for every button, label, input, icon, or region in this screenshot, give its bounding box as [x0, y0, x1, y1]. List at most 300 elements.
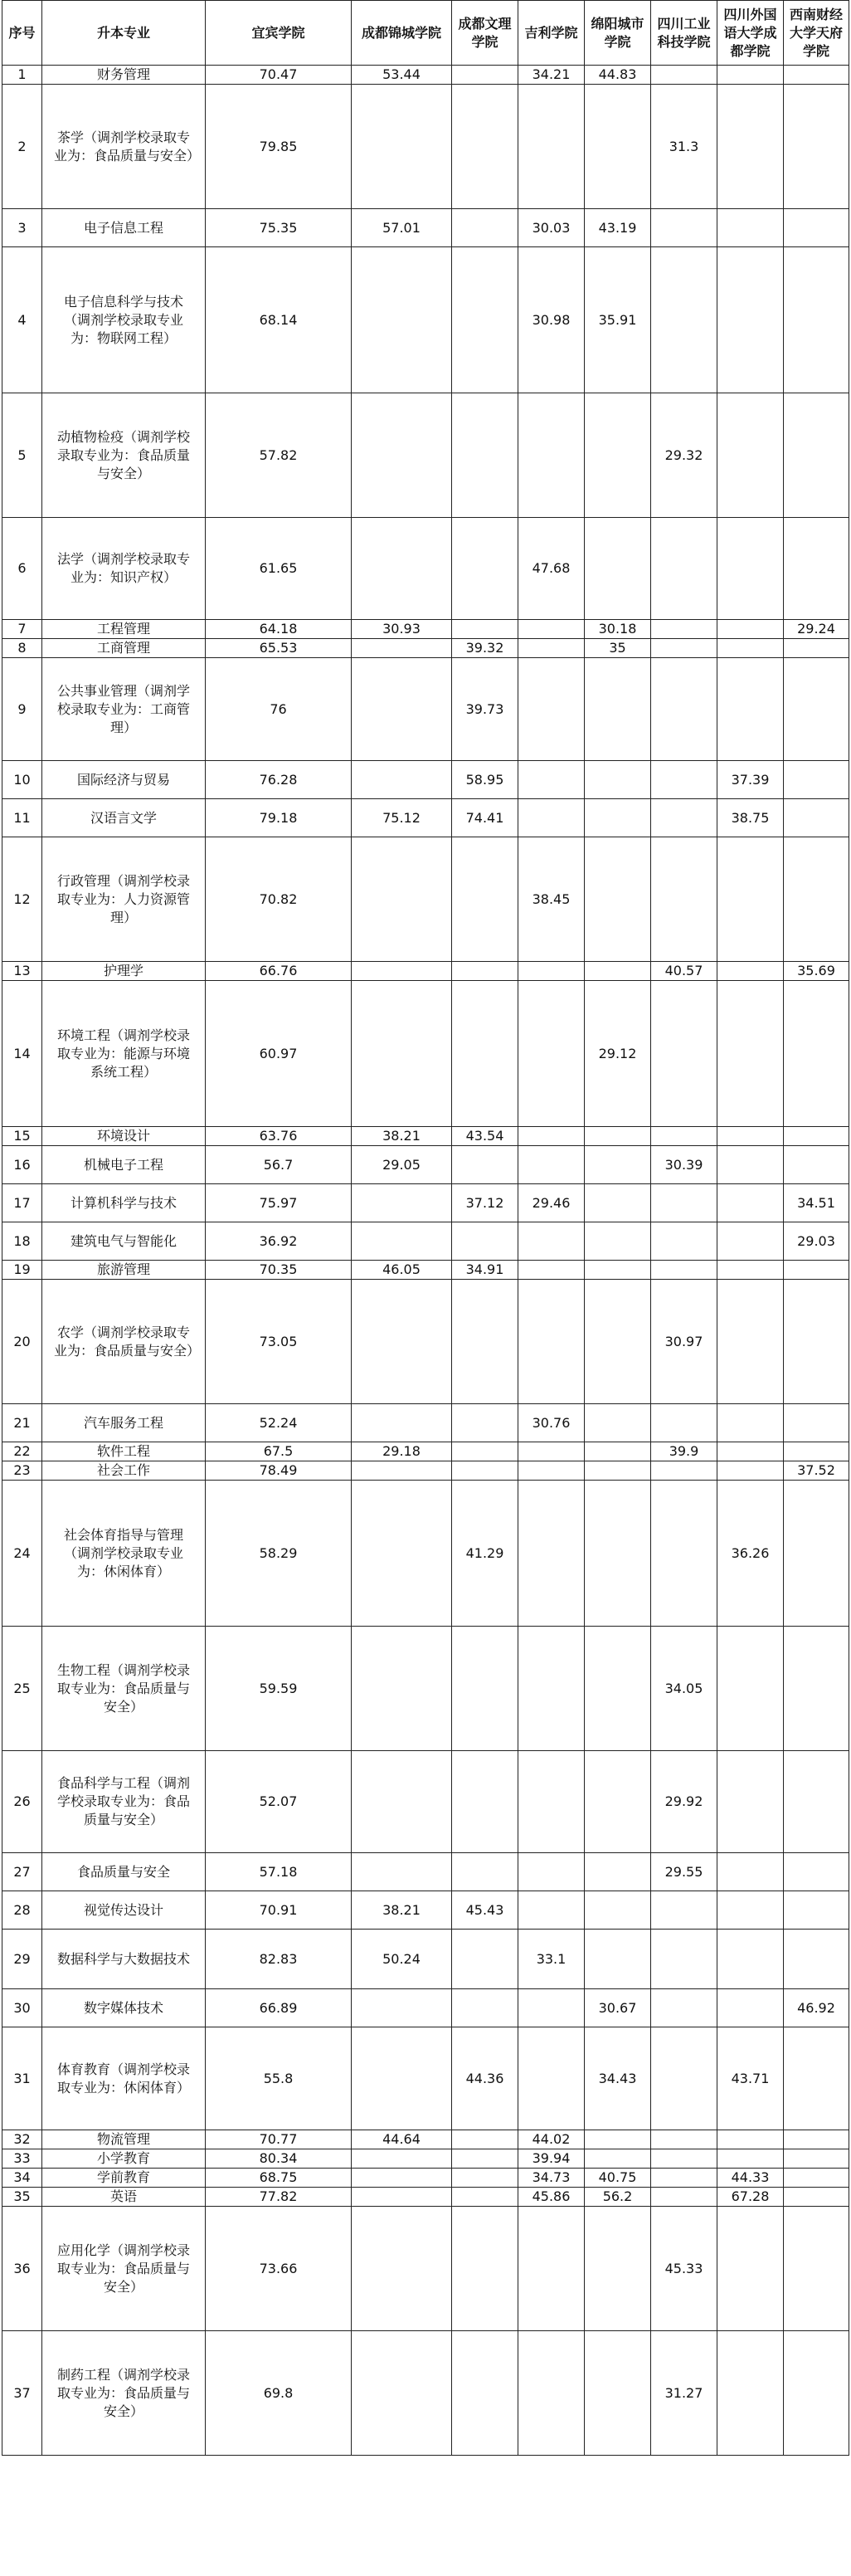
score-cell — [452, 2149, 518, 2169]
score-cell: 46.05 — [352, 1261, 452, 1280]
score-cell — [717, 1853, 784, 1891]
column-header-0: 序号 — [2, 1, 42, 66]
score-cell — [784, 2149, 849, 2169]
score-cell — [352, 1222, 452, 1261]
score-cell: 70.82 — [206, 837, 352, 962]
table-row — [2, 1146, 849, 1184]
row-index-cell: 4 — [2, 247, 42, 393]
score-cell — [651, 2149, 717, 2169]
score-cell — [452, 962, 518, 981]
score-cell — [518, 393, 585, 518]
row-index-cell: 18 — [2, 1222, 42, 1261]
score-cell: 43.19 — [585, 209, 651, 247]
score-cell — [518, 1280, 585, 1404]
score-cell — [452, 2130, 518, 2149]
table-row — [2, 393, 849, 518]
score-cell: 37.12 — [452, 1184, 518, 1222]
table-row — [2, 1442, 849, 1461]
table-row — [2, 2169, 849, 2188]
major-name-cell: 工商管理 — [42, 639, 206, 658]
major-name-cell: 电子信息科学与技术（调剂学校录取专业为：物联网工程） — [42, 247, 206, 393]
score-cell — [717, 209, 784, 247]
score-cell: 29.03 — [784, 1222, 849, 1261]
score-cell — [352, 518, 452, 620]
score-cell — [784, 1127, 849, 1146]
score-cell: 29.18 — [352, 1442, 452, 1461]
score-cell — [352, 1481, 452, 1627]
score-cell: 78.49 — [206, 1461, 352, 1481]
score-cell — [784, 2188, 849, 2207]
row-index-cell: 14 — [2, 981, 42, 1127]
score-cell — [352, 639, 452, 658]
score-cell — [784, 799, 849, 837]
score-cell — [452, 518, 518, 620]
table-row — [2, 1627, 849, 1751]
score-cell — [784, 1853, 849, 1891]
score-cell — [585, 1127, 651, 1146]
score-cell — [518, 2207, 585, 2331]
row-index-cell: 16 — [2, 1146, 42, 1184]
score-cell — [518, 1481, 585, 1627]
score-cell: 34.43 — [585, 2027, 651, 2130]
score-cell — [784, 1146, 849, 1184]
score-cell — [651, 639, 717, 658]
score-cell — [717, 247, 784, 393]
score-cell — [352, 1627, 452, 1751]
major-name-cell: 国际经济与贸易 — [42, 761, 206, 799]
score-cell: 38.45 — [518, 837, 585, 962]
score-cell — [518, 1853, 585, 1891]
row-index-cell: 7 — [2, 620, 42, 639]
score-cell — [717, 639, 784, 658]
major-name-cell: 旅游管理 — [42, 1261, 206, 1280]
score-cell: 30.39 — [651, 1146, 717, 1184]
score-cell: 66.89 — [206, 1989, 352, 2027]
score-cell: 29.32 — [651, 393, 717, 518]
score-cell — [452, 2188, 518, 2207]
score-cell — [518, 1442, 585, 1461]
score-cell: 57.01 — [352, 209, 452, 247]
table-row — [2, 2130, 849, 2149]
score-cell — [352, 393, 452, 518]
score-cell — [585, 518, 651, 620]
score-cell — [651, 209, 717, 247]
score-cell: 37.39 — [717, 761, 784, 799]
score-cell — [717, 2149, 784, 2169]
score-cell — [452, 1146, 518, 1184]
score-cell: 82.83 — [206, 1930, 352, 1989]
score-cell — [717, 2130, 784, 2149]
score-cell — [784, 837, 849, 962]
score-cell: 35 — [585, 639, 651, 658]
major-name-cell: 动植物检疫（调剂学校录取专业为：食品质量与安全） — [42, 393, 206, 518]
table-row — [2, 2027, 849, 2130]
score-cell: 29.92 — [651, 1751, 717, 1853]
score-cell — [784, 247, 849, 393]
score-cell: 57.82 — [206, 393, 352, 518]
major-name-cell: 体育教育（调剂学校录取专业为：休闲体育） — [42, 2027, 206, 2130]
score-cell — [585, 1751, 651, 1853]
score-cell: 31.27 — [651, 2331, 717, 2456]
row-index-cell: 25 — [2, 1627, 42, 1751]
score-cell — [352, 85, 452, 209]
table-row — [2, 1184, 849, 1222]
score-cell — [452, 209, 518, 247]
score-cell — [352, 1184, 452, 1222]
score-cell — [784, 66, 849, 85]
score-cell — [651, 799, 717, 837]
score-cell — [585, 1930, 651, 1989]
score-cell: 29.24 — [784, 620, 849, 639]
score-cell — [452, 1461, 518, 1481]
score-cell — [352, 1280, 452, 1404]
score-cell — [352, 658, 452, 761]
score-cell — [651, 1989, 717, 2027]
row-index-cell: 35 — [2, 2188, 42, 2207]
column-header-8: 四川外国语大学成都学院 — [717, 1, 784, 66]
score-cell — [784, 2027, 849, 2130]
score-cell: 52.07 — [206, 1751, 352, 1853]
score-cell — [452, 1930, 518, 1989]
score-cell: 30.97 — [651, 1280, 717, 1404]
score-cell: 29.46 — [518, 1184, 585, 1222]
score-cell — [784, 1442, 849, 1461]
score-cell — [717, 962, 784, 981]
score-cell — [651, 1404, 717, 1442]
score-cell — [518, 2331, 585, 2456]
score-cell — [585, 1461, 651, 1481]
score-cell — [717, 658, 784, 761]
score-cell — [585, 761, 651, 799]
table-row — [2, 66, 849, 85]
score-cell: 34.73 — [518, 2169, 585, 2188]
score-cell: 30.67 — [585, 1989, 651, 2027]
score-cell: 70.77 — [206, 2130, 352, 2149]
score-cell: 33.1 — [518, 1930, 585, 1989]
score-cell: 79.18 — [206, 799, 352, 837]
score-cell — [784, 1481, 849, 1627]
score-cell — [717, 393, 784, 518]
score-cell — [452, 393, 518, 518]
score-cell — [585, 962, 651, 981]
score-cell — [518, 639, 585, 658]
score-cell — [784, 1751, 849, 1853]
score-cell — [585, 1280, 651, 1404]
score-cell — [717, 2331, 784, 2456]
score-cell — [452, 1222, 518, 1261]
score-cell — [784, 1627, 849, 1751]
score-cell: 38.75 — [717, 799, 784, 837]
score-cell — [784, 2331, 849, 2456]
score-cell — [651, 518, 717, 620]
major-name-cell: 环境设计 — [42, 1127, 206, 1146]
table-row — [2, 658, 849, 761]
score-cell — [352, 2169, 452, 2188]
score-cell — [352, 1461, 452, 1481]
column-header-5: 吉利学院 — [518, 1, 585, 66]
table-row — [2, 1404, 849, 1442]
score-cell: 65.53 — [206, 639, 352, 658]
row-index-cell: 17 — [2, 1184, 42, 1222]
score-cell: 38.21 — [352, 1127, 452, 1146]
score-cell: 69.8 — [206, 2331, 352, 2456]
score-cell — [585, 2331, 651, 2456]
row-index-cell: 8 — [2, 639, 42, 658]
score-cell — [352, 962, 452, 981]
score-cell: 59.59 — [206, 1627, 352, 1751]
major-name-cell: 社会工作 — [42, 1461, 206, 1481]
score-cell — [651, 1930, 717, 1989]
score-cell: 31.3 — [651, 85, 717, 209]
score-cell — [717, 518, 784, 620]
header-row — [2, 1, 849, 66]
score-cell: 70.91 — [206, 1891, 352, 1930]
score-cell — [784, 1891, 849, 1930]
table-row — [2, 209, 849, 247]
column-header-6: 绵阳城市学院 — [585, 1, 651, 66]
score-cell — [518, 85, 585, 209]
score-cell — [518, 1146, 585, 1184]
score-cell — [717, 2207, 784, 2331]
score-cell: 41.29 — [452, 1481, 518, 1627]
score-cell: 66.76 — [206, 962, 352, 981]
score-cell — [784, 518, 849, 620]
table-row — [2, 2149, 849, 2169]
score-cell — [452, 1853, 518, 1891]
score-cell — [717, 1930, 784, 1989]
score-cell: 64.18 — [206, 620, 352, 639]
major-name-cell: 电子信息工程 — [42, 209, 206, 247]
row-index-cell: 2 — [2, 85, 42, 209]
column-header-4: 成都文理学院 — [452, 1, 518, 66]
score-cell — [651, 1127, 717, 1146]
score-cell — [518, 1261, 585, 1280]
score-cell — [717, 1891, 784, 1930]
score-cell — [518, 1751, 585, 1853]
score-cell — [784, 1280, 849, 1404]
score-cell — [518, 981, 585, 1127]
score-cell — [717, 1222, 784, 1261]
score-cell — [651, 1261, 717, 1280]
score-cell — [352, 1404, 452, 1442]
column-header-3: 成都锦城学院 — [352, 1, 452, 66]
score-cell: 34.51 — [784, 1184, 849, 1222]
table-body — [2, 66, 849, 2456]
major-name-cell: 软件工程 — [42, 1442, 206, 1461]
score-cell — [651, 1461, 717, 1481]
major-name-cell: 茶学（调剂学校录取专业为：食品质量与安全） — [42, 85, 206, 209]
major-name-cell: 制药工程（调剂学校录取专业为：食品质量与安全） — [42, 2331, 206, 2456]
score-cell — [518, 1891, 585, 1930]
score-cell — [717, 85, 784, 209]
score-cell — [452, 247, 518, 393]
score-cell — [452, 837, 518, 962]
table-row — [2, 1989, 849, 2027]
score-cell — [585, 2130, 651, 2149]
score-cell: 39.94 — [518, 2149, 585, 2169]
row-index-cell: 6 — [2, 518, 42, 620]
score-cell — [651, 1184, 717, 1222]
row-index-cell: 13 — [2, 962, 42, 981]
score-cell — [651, 837, 717, 962]
table-row — [2, 620, 849, 639]
row-index-cell: 31 — [2, 2027, 42, 2130]
row-index-cell: 12 — [2, 837, 42, 962]
table-row — [2, 1481, 849, 1627]
score-cell: 44.02 — [518, 2130, 585, 2149]
score-cell — [717, 620, 784, 639]
score-cell — [585, 393, 651, 518]
score-cell — [651, 66, 717, 85]
table-row — [2, 85, 849, 209]
major-name-cell: 法学（调剂学校录取专业为：知识产权） — [42, 518, 206, 620]
column-header-7: 四川工业科技学院 — [651, 1, 717, 66]
score-cell: 40.57 — [651, 962, 717, 981]
score-cell — [717, 837, 784, 962]
score-cell — [784, 658, 849, 761]
score-cell — [717, 1442, 784, 1461]
score-cell — [717, 1989, 784, 2027]
score-cell: 39.32 — [452, 639, 518, 658]
table-row — [2, 962, 849, 981]
major-name-cell: 环境工程（调剂学校录取专业为：能源与环境系统工程） — [42, 981, 206, 1127]
score-cell: 38.21 — [352, 1891, 452, 1930]
score-cell — [518, 962, 585, 981]
score-cell — [452, 85, 518, 209]
major-name-cell: 护理学 — [42, 962, 206, 981]
score-cell — [452, 981, 518, 1127]
score-cell — [352, 1853, 452, 1891]
score-cell: 75.97 — [206, 1184, 352, 1222]
major-name-cell: 公共事业管理（调剂学校录取专业为：工商管理） — [42, 658, 206, 761]
major-name-cell: 物流管理 — [42, 2130, 206, 2149]
score-cell — [651, 1481, 717, 1627]
score-cell: 70.47 — [206, 66, 352, 85]
row-index-cell: 36 — [2, 2207, 42, 2331]
score-cell: 80.34 — [206, 2149, 352, 2169]
major-name-cell: 财务管理 — [42, 66, 206, 85]
score-cell — [784, 1930, 849, 1989]
major-name-cell: 工程管理 — [42, 620, 206, 639]
score-cell — [585, 1627, 651, 1751]
score-cell — [518, 799, 585, 837]
score-cell — [717, 66, 784, 85]
major-name-cell: 食品科学与工程（调剂学校录取专业为：食品质量与安全） — [42, 1751, 206, 1853]
major-name-cell: 农学（调剂学校录取专业为：食品质量与安全） — [42, 1280, 206, 1404]
score-cell — [585, 1261, 651, 1280]
major-name-cell: 学前教育 — [42, 2169, 206, 2188]
score-cell — [585, 1853, 651, 1891]
table-row — [2, 1751, 849, 1853]
row-index-cell: 29 — [2, 1930, 42, 1989]
score-cell — [784, 2207, 849, 2331]
score-cell: 30.98 — [518, 247, 585, 393]
score-cell — [784, 393, 849, 518]
score-cell: 44.33 — [717, 2169, 784, 2188]
score-cell — [452, 1404, 518, 1442]
score-cell: 30.76 — [518, 1404, 585, 1442]
score-cell: 44.36 — [452, 2027, 518, 2130]
table-row — [2, 761, 849, 799]
major-name-cell: 数据科学与大数据技术 — [42, 1930, 206, 1989]
score-cell — [784, 2169, 849, 2188]
score-cell — [784, 1404, 849, 1442]
score-cell — [352, 1989, 452, 2027]
score-cell — [585, 799, 651, 837]
table-row — [2, 2188, 849, 2207]
score-cell — [717, 1461, 784, 1481]
major-name-cell: 汉语言文学 — [42, 799, 206, 837]
score-cell: 29.12 — [585, 981, 651, 1127]
score-cell: 43.71 — [717, 2027, 784, 2130]
row-index-cell: 28 — [2, 1891, 42, 1930]
score-cell — [352, 1751, 452, 1853]
table-row — [2, 1261, 849, 1280]
score-cell — [717, 1280, 784, 1404]
score-cell: 34.21 — [518, 66, 585, 85]
table-row — [2, 1127, 849, 1146]
column-header-9: 西南财经大学天府学院 — [784, 1, 849, 66]
score-cell — [518, 1989, 585, 2027]
table-row — [2, 981, 849, 1127]
score-cell: 76 — [206, 658, 352, 761]
score-cell — [717, 1627, 784, 1751]
major-name-cell: 视觉传达设计 — [42, 1891, 206, 1930]
score-cell — [452, 1751, 518, 1853]
score-cell — [518, 620, 585, 639]
major-name-cell: 社会体育指导与管理（调剂学校录取专业为：休闲体育） — [42, 1481, 206, 1627]
score-cell: 76.28 — [206, 761, 352, 799]
score-cell — [352, 2188, 452, 2207]
score-cell: 75.35 — [206, 209, 352, 247]
score-cell — [651, 620, 717, 639]
score-cell — [352, 2331, 452, 2456]
score-cell — [585, 1891, 651, 1930]
score-cell: 45.43 — [452, 1891, 518, 1930]
score-cell: 68.14 — [206, 247, 352, 393]
score-cell: 75.12 — [352, 799, 452, 837]
score-cell — [717, 1261, 784, 1280]
score-cell: 30.93 — [352, 620, 452, 639]
score-cell — [452, 66, 518, 85]
score-cell: 44.83 — [585, 66, 651, 85]
score-cell: 52.24 — [206, 1404, 352, 1442]
table-row — [2, 518, 849, 620]
table-row — [2, 639, 849, 658]
score-cell — [651, 1222, 717, 1261]
score-cell: 45.33 — [651, 2207, 717, 2331]
row-index-cell: 19 — [2, 1261, 42, 1280]
table-row — [2, 1891, 849, 1930]
score-cell — [651, 2130, 717, 2149]
admission-scores-sheet — [2, 0, 849, 2456]
row-index-cell: 26 — [2, 1751, 42, 1853]
row-index-cell: 21 — [2, 1404, 42, 1442]
row-index-cell: 10 — [2, 761, 42, 799]
row-index-cell: 34 — [2, 2169, 42, 2188]
score-cell: 56.2 — [585, 2188, 651, 2207]
score-cell — [784, 639, 849, 658]
score-cell — [585, 1442, 651, 1461]
score-cell — [352, 981, 452, 1127]
row-index-cell: 11 — [2, 799, 42, 837]
score-cell — [585, 1404, 651, 1442]
score-cell: 35.91 — [585, 247, 651, 393]
row-index-cell: 15 — [2, 1127, 42, 1146]
score-cell: 77.82 — [206, 2188, 352, 2207]
score-cell — [717, 1404, 784, 1442]
table-row — [2, 1461, 849, 1481]
